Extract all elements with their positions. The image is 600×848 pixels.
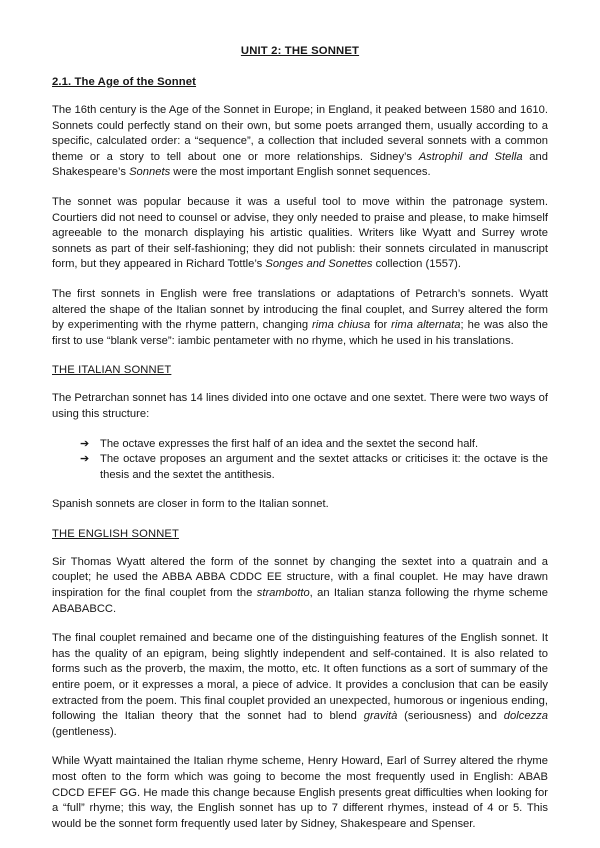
- paragraph-text: Sir Thomas Wyatt altered the form of the sonnet by changing the sextet into a quatrain and a couplet; he used the ABBA ABBA CDDC EE structure, with a final couplet. He may have drawn inspiration for the final couplet from the: [52, 555, 548, 600]
- title-songes-and-sonettes: Songes and Sonettes: [265, 258, 373, 271]
- paragraph-age-of-sonnet-1: [52, 103, 548, 181]
- paragraph-text: The final couplet remained and became one of the distinguishing features of the English sonnet. It has the quality of an epigram, being slightly independent and self-contained. It is also related to forms such as the proverb, the maxim, the motto, etc. It often functions as a sort of summary of the entire poem, or it expresses a moral, a piece of advice. It provides a conclusion that can be easily extracted from the poem. This final couplet provided an unexpected, humorous or ingenious ending, following the Italian theory that the sonnet had to blend: [52, 632, 548, 723]
- section-heading-age-of-the-sonnet: 2.1. The Age of the Sonnet: [52, 76, 197, 88]
- paragraph-surrey-rhyme-scheme: While Wyatt maintained the Italian rhyme scheme, Henry Howard, Earl of Surrey altered the rhyme most often to the form which was going to become the most frequently used in English: ABAB CDCD EFEF GG. He made this change because English presents great difficulties when looking for a “full” rhyme; this way, the English sonnet has up to 7 different rhymes, instead of 4 or 5. This would be the sonnet form frequently used later by Sidney, Shakespeare and Spenser.: [52, 755, 548, 830]
- term-gravita: gravità: [363, 710, 398, 723]
- paragraph-spanish-sonnets: Spanish sonnets are closer in form to the Italian sonnet.: [52, 498, 329, 511]
- sub-heading-the-italian-sonnet: THE ITALIAN SONNET: [52, 364, 172, 377]
- term-rima-chiusa: rima chiusa: [312, 319, 371, 332]
- paragraph-text: for: [370, 319, 392, 332]
- document-title: UNIT 2: THE SONNET: [240, 45, 360, 57]
- paragraph-text: and Shakespeare’s: [52, 150, 548, 179]
- title-astrophil-and-stella: Astrophil and Stella: [418, 150, 523, 163]
- paragraph-patronage-system: [52, 195, 548, 273]
- list-item-label: The octave proposes an argument and the sextet attacks or criticises it: the octave is the thesis and the sextet the antithesis.: [100, 453, 548, 481]
- paragraph-text: ; he was also the first to use “blank verse”: iambic pentameter with no rhyme, which he used in his translations.: [52, 319, 548, 347]
- paragraph-text: , an Italian stanza following the rhyme scheme ABABABCC.: [52, 587, 548, 615]
- paragraph-text: The sonnet was popular because it was a useful tool to move within the patronage system. Courtiers did not need to counsel or advise, they only needed to praise and please, to make himself agreeable to the monarch displaying his artistic qualities. Writers like Wyatt and Surrey wrote sonnets as part of their self-fashioning; they did not publish: their sonnets circulated in manuscript form, but they appeared in Richard Tottle’s: [52, 195, 548, 271]
- paragraph-final-couplet: [52, 631, 548, 740]
- arrow-right-icon: ➔: [80, 453, 90, 466]
- paragraph-text: (gentleness).: [52, 725, 117, 738]
- paragraph-text: The first sonnets in English were free translations or adaptations of Petrarch’s sonnets. Wyatt altered the shape of the Italian sonnet by introducing the final couplet, and Surrey altered the form by experimenting with the rhyme pattern, changing: [52, 287, 548, 332]
- term-strambotto: strambotto: [256, 587, 310, 600]
- list-item: [52, 437, 548, 453]
- term-dolcezza: dolcezza: [503, 710, 549, 723]
- paragraph-petrarchan-structure: The Petrarchan sonnet has 14 lines divided into one octave and one sextet. There were two ways of using this structure:: [52, 392, 548, 420]
- paragraph-text: The 16th century is the Age of the Sonnet in Europe; in England, it peaked between 1580 and 1610. Sonnets could perfectly stand on their own, but some poets arranged them, usually according to a specific, calculated order: a “sequence”, a collection that included several sonnets with a common theme or a story to tell about one or more relationships. Sidney’s: [52, 104, 548, 163]
- paragraph-text: collection (1557).: [372, 258, 462, 271]
- paragraph-text: were the most important English sonnet sequences.: [170, 166, 431, 179]
- italian-sonnet-structure-list: [52, 437, 548, 484]
- term-rima-alternata: rima alternata: [391, 319, 461, 332]
- paragraph-text: (seriousness) and: [397, 710, 504, 723]
- sub-heading-the-english-sonnet: THE ENGLISH SONNET: [52, 527, 180, 540]
- paragraph-wyatt-form: [52, 555, 548, 617]
- title-sonnets: Sonnets: [129, 166, 171, 179]
- list-item: [52, 452, 548, 483]
- list-item-label: The octave expresses the first half of an idea and the sextet the second half.: [100, 437, 479, 450]
- arrow-right-icon: ➔: [80, 437, 90, 450]
- paragraph-first-sonnets-in-english: [52, 287, 548, 349]
